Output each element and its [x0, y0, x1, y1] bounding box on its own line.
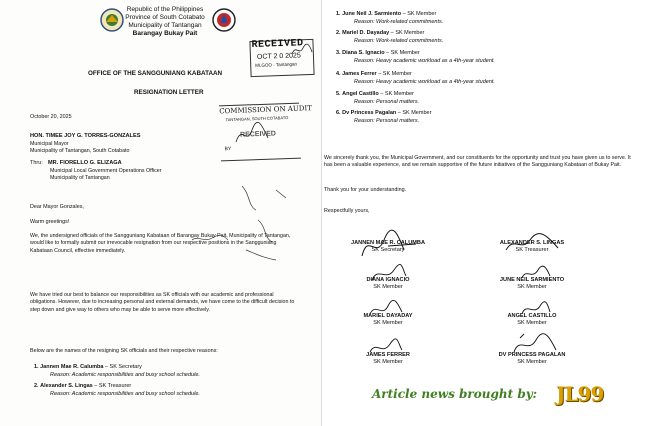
official-role: – SK Member — [384, 50, 420, 56]
paragraph-2: We have tried our best to balance our responsibilities as SK officials with our academic and professional obligations. However, due to increasing personal and external demands, we have come to the difficult decision to step down and give way to others who may be able to serve more effectively. — [30, 292, 295, 313]
official-name: June Neil J. Sarmiento — [342, 11, 402, 17]
received-stamp-label: RECEIVED — [251, 38, 304, 52]
right-letter-page — [322, 0, 650, 426]
right-list-reason-6: Reason: Personal matters. — [354, 118, 420, 124]
left-list-reason-1: Reason: Academic responsibilities and busy school schedule. — [50, 372, 200, 378]
document-title: RESIGNATION LETTER — [134, 89, 204, 96]
right-list-item-4 — [336, 71, 412, 78]
stamp-initial-signature — [290, 42, 314, 58]
left-letter-page — [0, 0, 322, 426]
right-list-item-6 — [336, 110, 431, 117]
paragraph-1: We, the undersigned officials of the Sangguniang Kabataan of Barangay Bukay Pait, Municipality of Tantangan, would like to formally submit our irrevocable resignation from our respective positions in the Sangguniang Kabataan Council, effective immediately. — [30, 233, 291, 254]
signatory-role: SK Member — [517, 284, 547, 290]
official-name: Dv Princess Pagalan — [342, 110, 397, 116]
list-number: 3. — [336, 50, 341, 56]
right-list-reason-1: Reason: Work-related commitments. — [354, 19, 444, 25]
signatory-pagalan — [472, 352, 592, 366]
list-number: 4. — [336, 71, 341, 77]
right-list-reason-3: Reason: Heavy academic workload as a 4th-year student. — [354, 58, 495, 64]
margin-handwriting — [236, 180, 296, 270]
greeting: Warm greetings! — [30, 219, 70, 225]
watermark-text: Article news brought by: — [372, 387, 538, 401]
letterhead — [110, 6, 220, 38]
signatory-name: DIANA IGNACIO — [366, 277, 410, 283]
official-role: – SK Member — [396, 110, 432, 116]
paragraph-scribble — [190, 234, 230, 244]
right-list-item-2 — [336, 30, 424, 37]
salutation: Dear Mayor Gonzales, — [30, 204, 84, 210]
official-role: – SK Secretary — [103, 364, 142, 370]
coa-stamp-received: RECEIVED — [239, 130, 276, 139]
signatory-name: DV PRINCESS PAGALAN — [498, 352, 566, 358]
thanks-line: Thank you for your understanding. — [324, 187, 407, 193]
received-stamp-date: OCT 2 0 2025 — [256, 52, 301, 61]
signatory-name: ANGEL CASTILLO — [507, 313, 557, 319]
signatory-role: SK Member — [373, 359, 403, 365]
right-list-reason-4: Reason: Heavy academic workload as a 4th-year student. — [354, 79, 495, 85]
official-role: – SK Member — [401, 11, 437, 17]
coa-stamp-title: COMMISSION ON AUDIT — [219, 104, 312, 116]
letterhead-line4: Barangay Bukay Pait — [132, 30, 198, 37]
signatory-ignacio — [328, 277, 448, 291]
coa-stamp-by: BY — [224, 146, 232, 153]
list-number: 6. — [336, 110, 341, 116]
thru-address: Municipality of Tantangan — [50, 175, 110, 181]
letterhead-line3: Municipality of Tantangan — [128, 22, 202, 29]
signatory-name: JANNEN MAE R. CALUMBA — [351, 240, 425, 246]
signatory-ferrer — [328, 352, 448, 366]
official-role: – SK Treasurer — [92, 383, 132, 389]
list-number: 1. — [34, 364, 39, 370]
official-role: – SK Member — [378, 91, 414, 97]
list-number: 1. — [336, 11, 341, 17]
recipient-position: Municipal Mayor — [30, 141, 69, 147]
official-name: Angel Castillo — [342, 91, 379, 97]
left-list-item-2 — [34, 383, 131, 390]
watermark-logo: JL99 — [556, 382, 604, 406]
official-name: Mariel D. Dayaday — [342, 30, 390, 36]
left-list-reason-2: Reason: Academic responsibilities and busy school schedule. — [50, 391, 200, 397]
office-title: OFFICE OF THE SANGGUNIANG KABATAAN — [88, 70, 223, 77]
right-list-reason-2: Reason: Work-related commitments. — [354, 38, 444, 44]
signatory-name: ALEXANDER S. LINGAS — [499, 240, 565, 246]
thanks-paragraph: We sincerely thank you, the Municipal Government, and our constituents for the opportunity and trust you have given us to serve. It has been a valuable experience, and we remain supportive of the future initiatives of the Sangguniang Kabataan of Bukay Pait. — [324, 155, 631, 169]
recipient-name: HON. TIMEE JOY G. TORRES-GONZALES — [30, 133, 141, 139]
signatory-role: SK Member — [373, 284, 403, 290]
signatory-lingas — [472, 240, 592, 254]
list-intro: Below are the names of the resigning SK officials and their respective reasons: — [30, 348, 218, 354]
coa-stamp-sub: TANTANGAN, SOUTH COTABATO — [225, 115, 289, 123]
list-number: 2. — [336, 30, 341, 36]
right-list-item-3 — [336, 50, 420, 57]
letterhead-line1: Republic of the Philippines — [126, 6, 204, 13]
closing: Respectfully yours, — [324, 208, 370, 214]
signatory-role: SK Member — [517, 320, 547, 326]
list-number: 5. — [336, 91, 341, 97]
signatory-role: SK Member — [373, 320, 403, 326]
right-list-item-5 — [336, 91, 414, 98]
left-list-item-1 — [34, 364, 142, 371]
letterhead-line2: Province of South Cotabato — [125, 14, 205, 21]
official-name: Alexander S. Lingas — [40, 383, 93, 389]
signatory-castillo — [472, 313, 592, 327]
right-list-reason-5: Reason: Personal matters. — [354, 99, 420, 105]
letter-date: October 20, 2025 — [30, 114, 72, 120]
thru-name: MR. FIORELLO G. ELIZAGA — [48, 160, 122, 166]
thru-label: Thru: — [30, 160, 43, 166]
signatory-role: SK Secretary — [371, 247, 405, 253]
official-name: James Ferrer — [342, 71, 377, 77]
right-list-item-1 — [336, 11, 436, 18]
signatory-dayaday — [328, 313, 448, 327]
official-name: Diana S. Ignacio — [342, 50, 385, 56]
signatory-role: SK Member — [517, 359, 547, 365]
official-name: Jannen Mae R. Calumba — [40, 364, 104, 370]
recipient-address: Municipality of Tantangan, South Cotabato — [30, 148, 130, 154]
received-stamp-office: MLGOO - Tantangan — [255, 61, 298, 68]
list-number: 2. — [34, 383, 39, 389]
official-role: – SK Member — [376, 71, 412, 77]
signatory-name: JUNE NEIL SARMIENTO — [499, 277, 565, 283]
signatory-sarmiento — [472, 277, 592, 291]
signatory-role: SK Treasurer — [515, 247, 549, 253]
signatory-name: JAMES FERRER — [366, 352, 410, 358]
signatory-name: MARIEL DAYADAY — [363, 313, 413, 319]
official-role: – SK Member — [389, 30, 425, 36]
thru-position: Municipal Local Government Operations Officer — [50, 168, 162, 174]
coa-signature — [232, 120, 272, 150]
signatory-calumba — [328, 240, 448, 254]
